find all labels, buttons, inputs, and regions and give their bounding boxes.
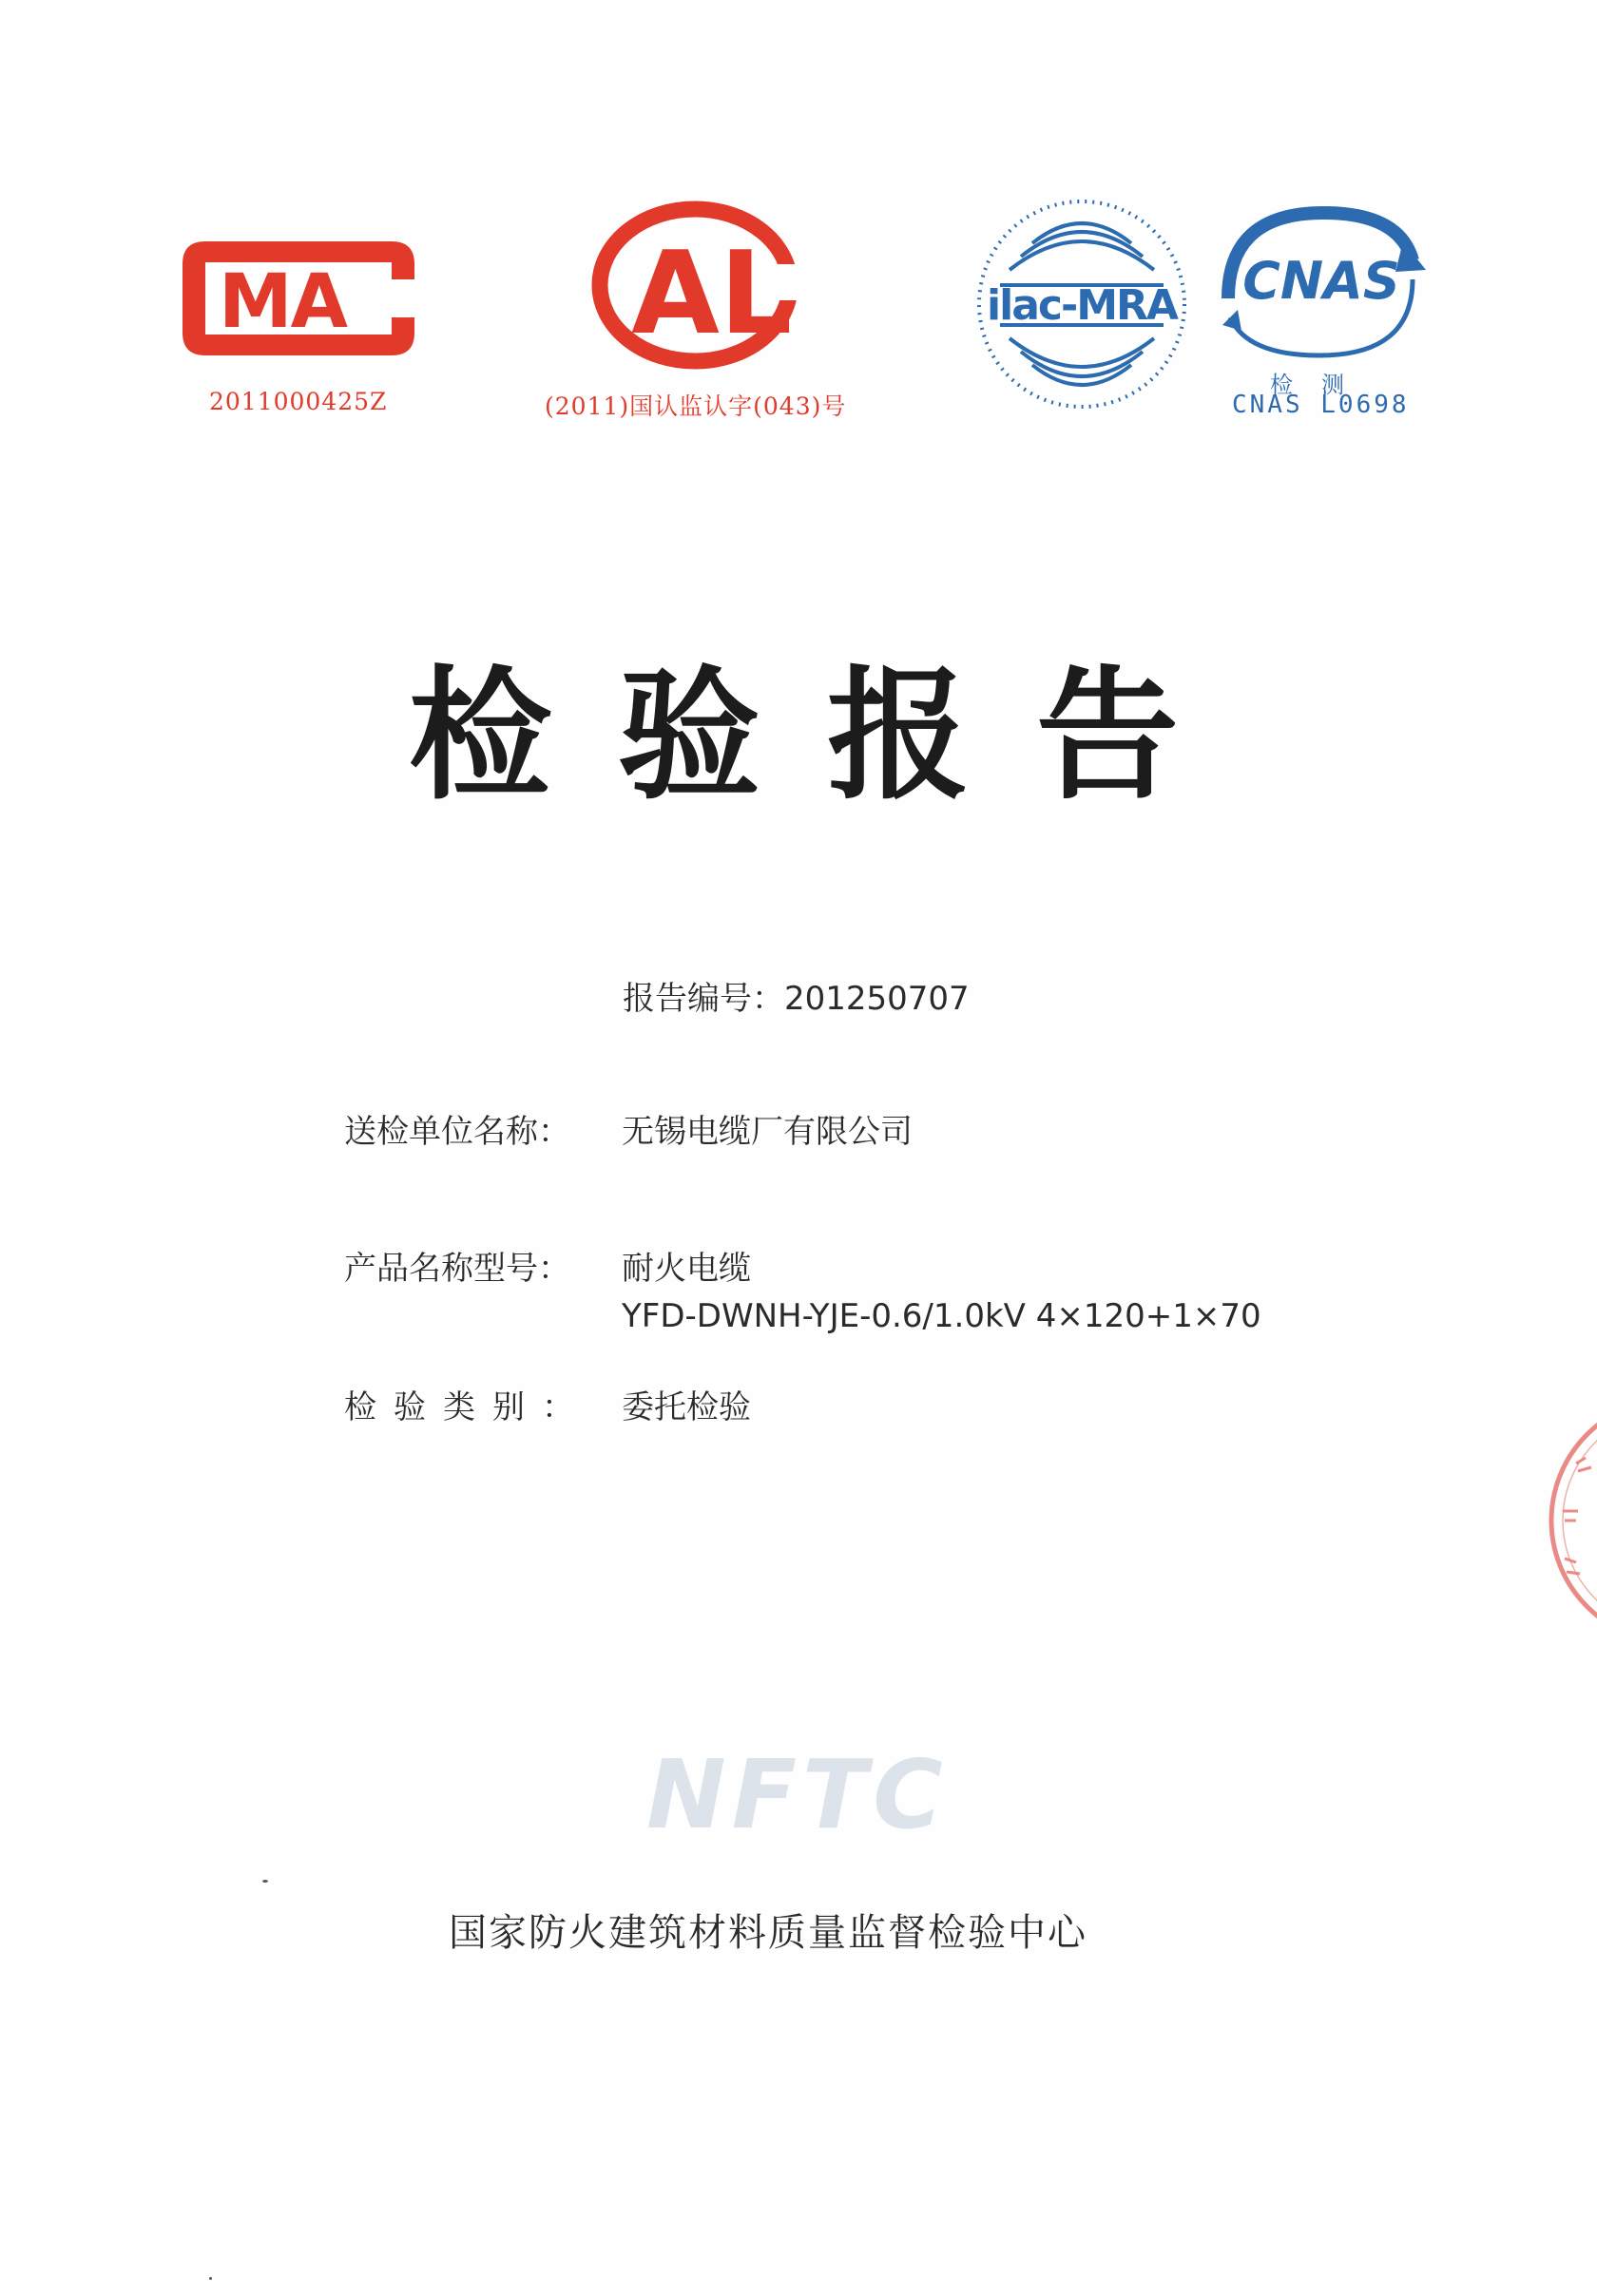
cnas-code: CNAS L0698	[1232, 391, 1410, 419]
report-number-value: 201250707	[784, 980, 970, 1018]
cnas-sub-label: 检测	[1270, 372, 1373, 398]
ilac-mra-text: ilac-MRA	[987, 281, 1177, 330]
cal-license-number: (2011)国认监认字(043)号	[545, 392, 847, 420]
organization-name: 国家防火建筑材料质量监督检验中心	[449, 1911, 1087, 1955]
report-number-label: 报告编号：	[623, 980, 784, 1018]
applicant-label: 送检单位名称：	[344, 1113, 570, 1151]
official-seal-stamp	[1521, 1397, 1597, 1648]
report-title: 检验报告	[409, 654, 1246, 819]
cma-logo-text: MA	[219, 259, 346, 345]
product-model: YFD-DWNH-YJE-0.6/1.0kV 4×120+1×70	[622, 1297, 1261, 1335]
cnas-logo	[1209, 203, 1430, 365]
product-label: 产品名称型号：	[344, 1250, 570, 1288]
report-number-row	[623, 977, 970, 1021]
inspection-type-label: 检验类别：	[344, 1388, 591, 1426]
applicant-value: 无锡电缆厂有限公司	[622, 1113, 913, 1151]
cnas-logo-text: CNAS	[1242, 251, 1400, 311]
scan-speck	[262, 1880, 268, 1883]
scan-speck	[209, 2277, 212, 2280]
product-name: 耐火电缆	[622, 1250, 751, 1288]
ilac-mra-logo	[972, 194, 1192, 414]
cal-logo-text: AL	[631, 228, 793, 360]
cal-logo	[589, 200, 800, 371]
nftc-watermark: NFTC	[646, 1739, 949, 1850]
cma-license-number: 2011000425Z	[209, 388, 388, 415]
cma-logo	[177, 234, 420, 363]
inspection-type-value: 委托检验	[622, 1388, 751, 1426]
